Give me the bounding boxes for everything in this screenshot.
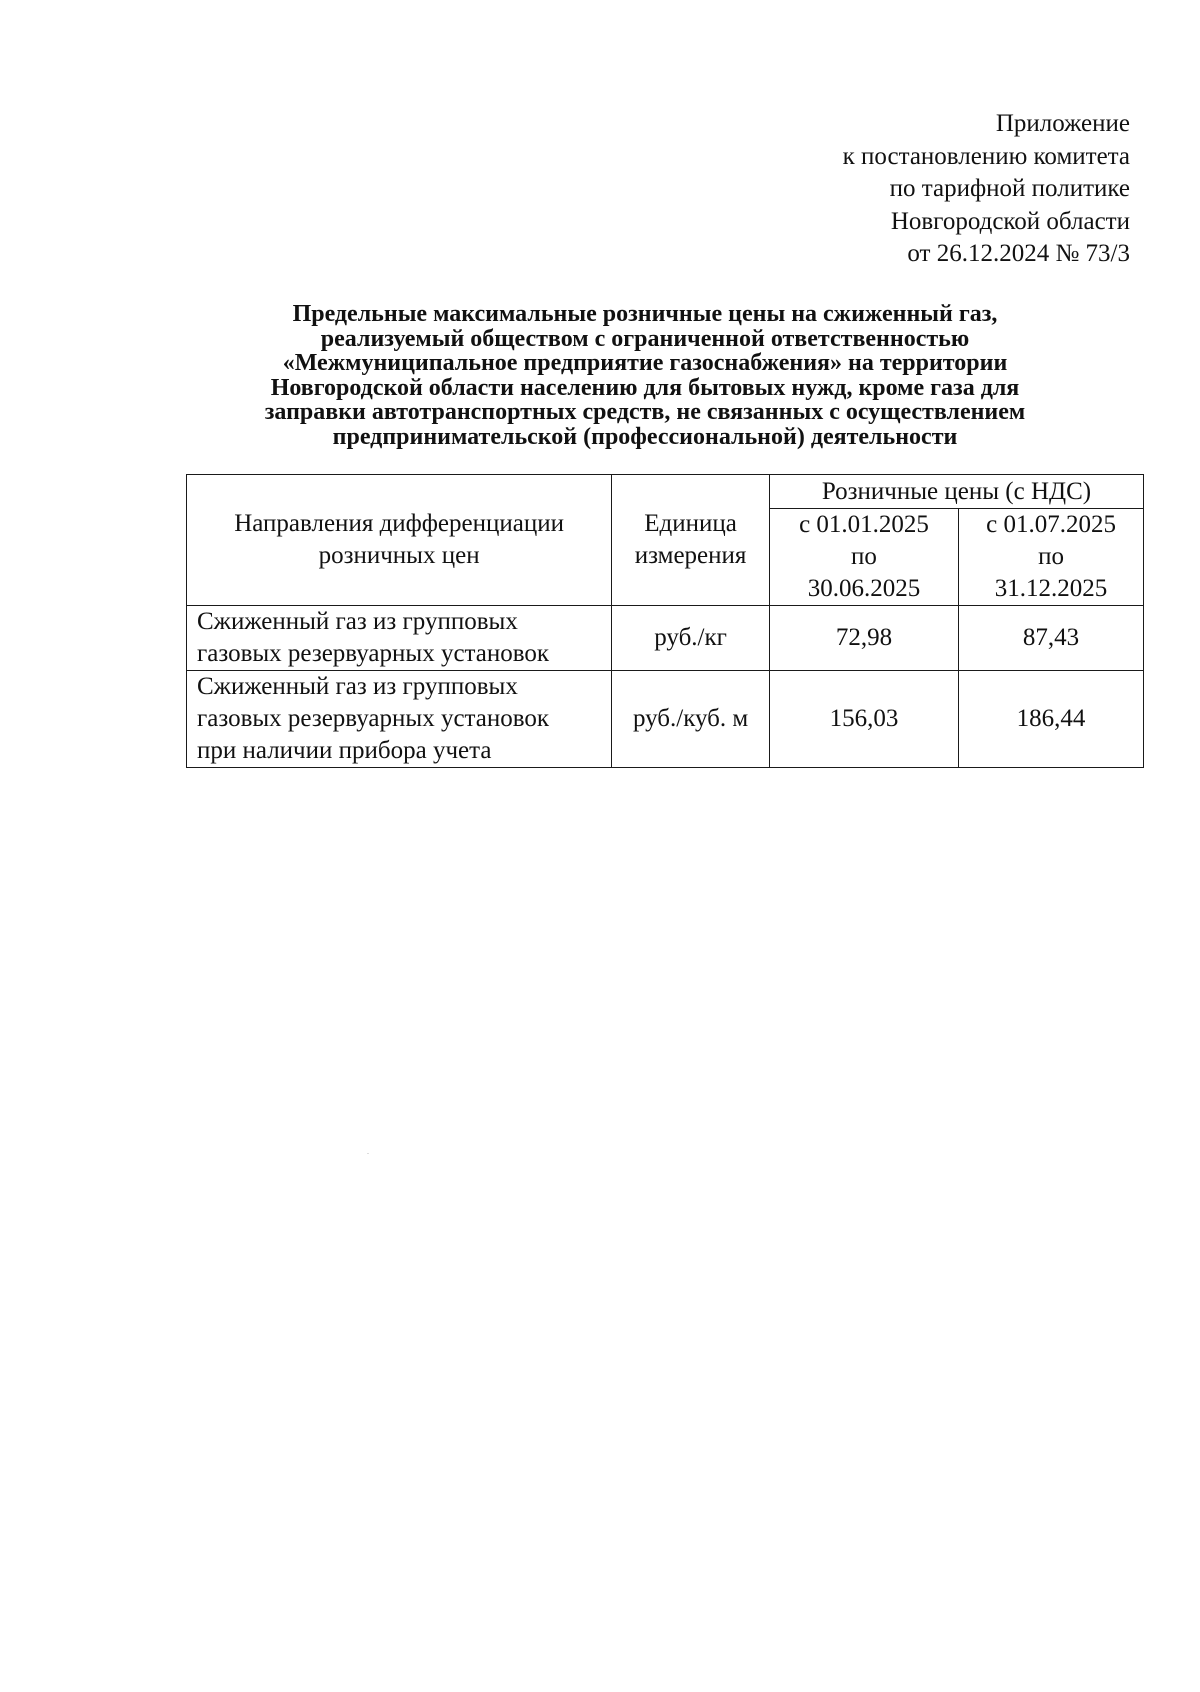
appendix-block — [843, 108, 1130, 271]
appendix-line: по тарифной политике — [889, 175, 1130, 202]
title-line: Предельные максимальные розничные цены на сжиженный газ, — [292, 301, 998, 327]
row-name-line: Сжиженный газ из групповых — [197, 673, 518, 700]
appendix-line: к постановлению комитета — [842, 142, 1130, 170]
row-name-line: Сжиженный газ из групповых — [197, 608, 518, 635]
period-line: по — [1038, 543, 1064, 570]
row-name-line: газовых резервуарных установок — [197, 705, 550, 732]
scan-speck — [367, 1153, 369, 1154]
period-line: 30.06.2025 — [807, 575, 921, 602]
header-direction-line: розничных цен — [318, 542, 480, 569]
title-line: Новгородской области населению для бытовых нужд, кроме газа для — [270, 374, 1020, 401]
header-prices-group: Розничные цены (с НДС) — [769, 475, 1143, 509]
table-header-row — [187, 475, 1144, 509]
title-line: предпринимательской (профессиональной) деятельности — [332, 423, 958, 450]
period-line: по — [851, 543, 877, 570]
period-line: с 01.07.2025 — [986, 511, 1116, 538]
price-table — [186, 474, 1144, 768]
header-unit-line: измерения — [634, 542, 747, 569]
row-name-line: газовых резервуарных установок — [197, 640, 550, 667]
row-unit: руб./кг — [612, 606, 770, 671]
table-row — [187, 606, 1144, 671]
header-period-1 — [769, 509, 958, 606]
row-price-2: 186,44 — [959, 671, 1144, 768]
header-direction-line: Направления дифференциации — [234, 510, 564, 537]
header-direction — [187, 475, 612, 606]
row-name-line: при наличии прибора учета — [197, 737, 492, 764]
row-price-1: 156,03 — [769, 671, 958, 768]
header-unit-line: Единица — [644, 510, 737, 537]
period-line: с 01.01.2025 — [799, 511, 929, 538]
title-line: заправки автотранспортных средств, не связанных с осуществлением — [264, 399, 1026, 425]
appendix-line: Приложение — [995, 110, 1130, 137]
row-name — [187, 671, 612, 768]
title-line: «Межмуниципальное предприятие газоснабжения» на территории — [282, 350, 1008, 376]
row-unit: руб./куб. м — [612, 671, 770, 768]
header-unit — [612, 475, 770, 606]
row-price-1: 72,98 — [769, 606, 958, 671]
appendix-line: от 26.12.2024 № 73/3 — [907, 240, 1130, 267]
document-title — [175, 302, 1115, 449]
row-price-2: 87,43 — [959, 606, 1144, 671]
appendix-line: Новгородской области — [890, 207, 1130, 235]
period-line: 31.12.2025 — [994, 575, 1108, 602]
header-period-2 — [959, 509, 1144, 606]
title-line: реализуемый обществом с ограниченной ответственностью — [320, 325, 970, 352]
table-row — [187, 671, 1144, 768]
row-name — [187, 606, 612, 671]
